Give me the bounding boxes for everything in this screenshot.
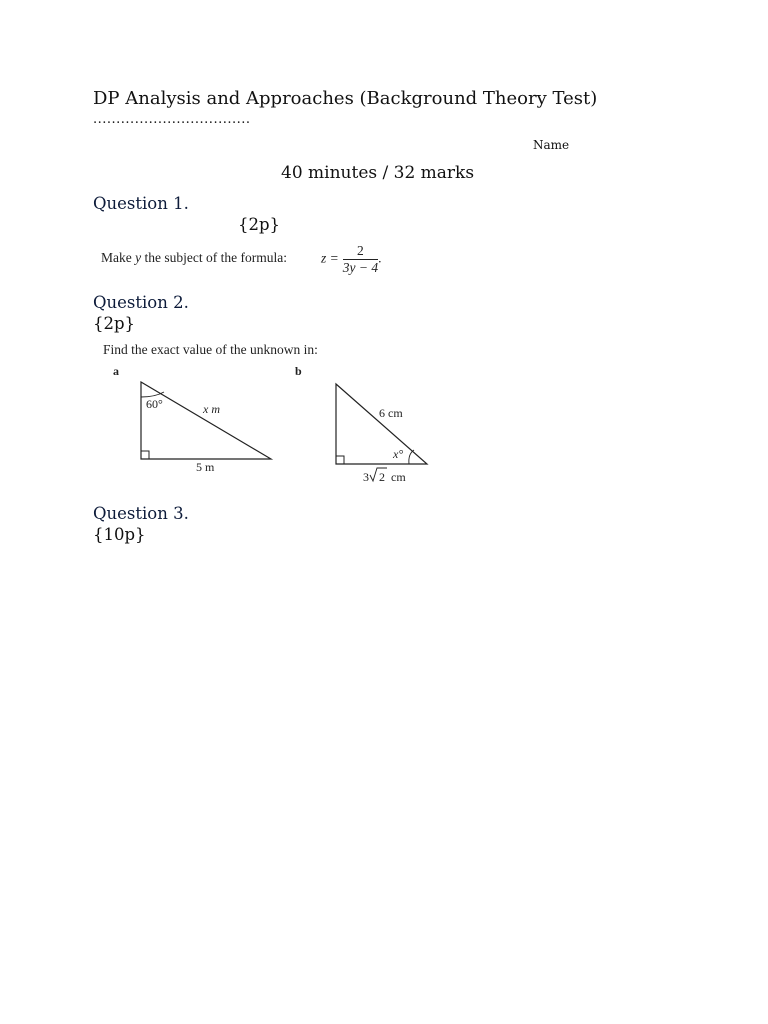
right-angle-mark-a xyxy=(141,451,149,459)
formula-fraction xyxy=(343,243,378,276)
part-a-label: a xyxy=(113,364,119,378)
formula-numerator: 2 xyxy=(343,243,378,260)
formula-lhs: z = xyxy=(321,250,339,266)
base-radicand-b: 2 xyxy=(379,470,385,484)
question-2-heading: Question 2. xyxy=(93,293,189,312)
name-blank-line: .................................. xyxy=(93,112,251,127)
test-title: DP Analysis and Approaches (Background Theory Test) xyxy=(93,88,598,109)
question-2-instruction: Find the exact value of the unknown in: xyxy=(103,342,318,357)
base-coefficient-b: 3 xyxy=(363,470,369,484)
question-3-marks: {10p} xyxy=(93,525,146,544)
question-1-heading: Question 1. xyxy=(93,194,189,213)
formula-denominator: 3y − 4 xyxy=(342,260,379,275)
angle-label-a: 60° xyxy=(146,397,163,411)
angle-label-b: x° xyxy=(393,447,404,461)
question-1-text-prefix: Make xyxy=(101,250,132,265)
question-1-marks: {2p} xyxy=(238,215,281,234)
question-1-text-suffix: the subject of the formula: xyxy=(144,250,287,265)
hypotenuse-label-a: x m xyxy=(203,402,220,416)
question-2-diagrams xyxy=(100,360,460,490)
question-1-text xyxy=(101,250,287,266)
question-2-marks: {2p} xyxy=(93,314,136,333)
part-b-label: b xyxy=(295,364,302,378)
name-label: Name xyxy=(533,138,570,152)
question-1-formula xyxy=(321,243,381,276)
test-duration: 40 minutes / 32 marks xyxy=(281,163,475,183)
base-label-a: 5 m xyxy=(196,460,215,474)
question-1-variable: y xyxy=(135,250,142,265)
right-angle-mark-b xyxy=(336,456,344,464)
hypotenuse-label-b: 6 cm xyxy=(379,406,403,420)
base-unit-b: cm xyxy=(391,470,406,484)
formula-end: . xyxy=(378,250,382,266)
triangle-b xyxy=(336,384,427,464)
question-3-heading: Question 3. xyxy=(93,504,189,523)
